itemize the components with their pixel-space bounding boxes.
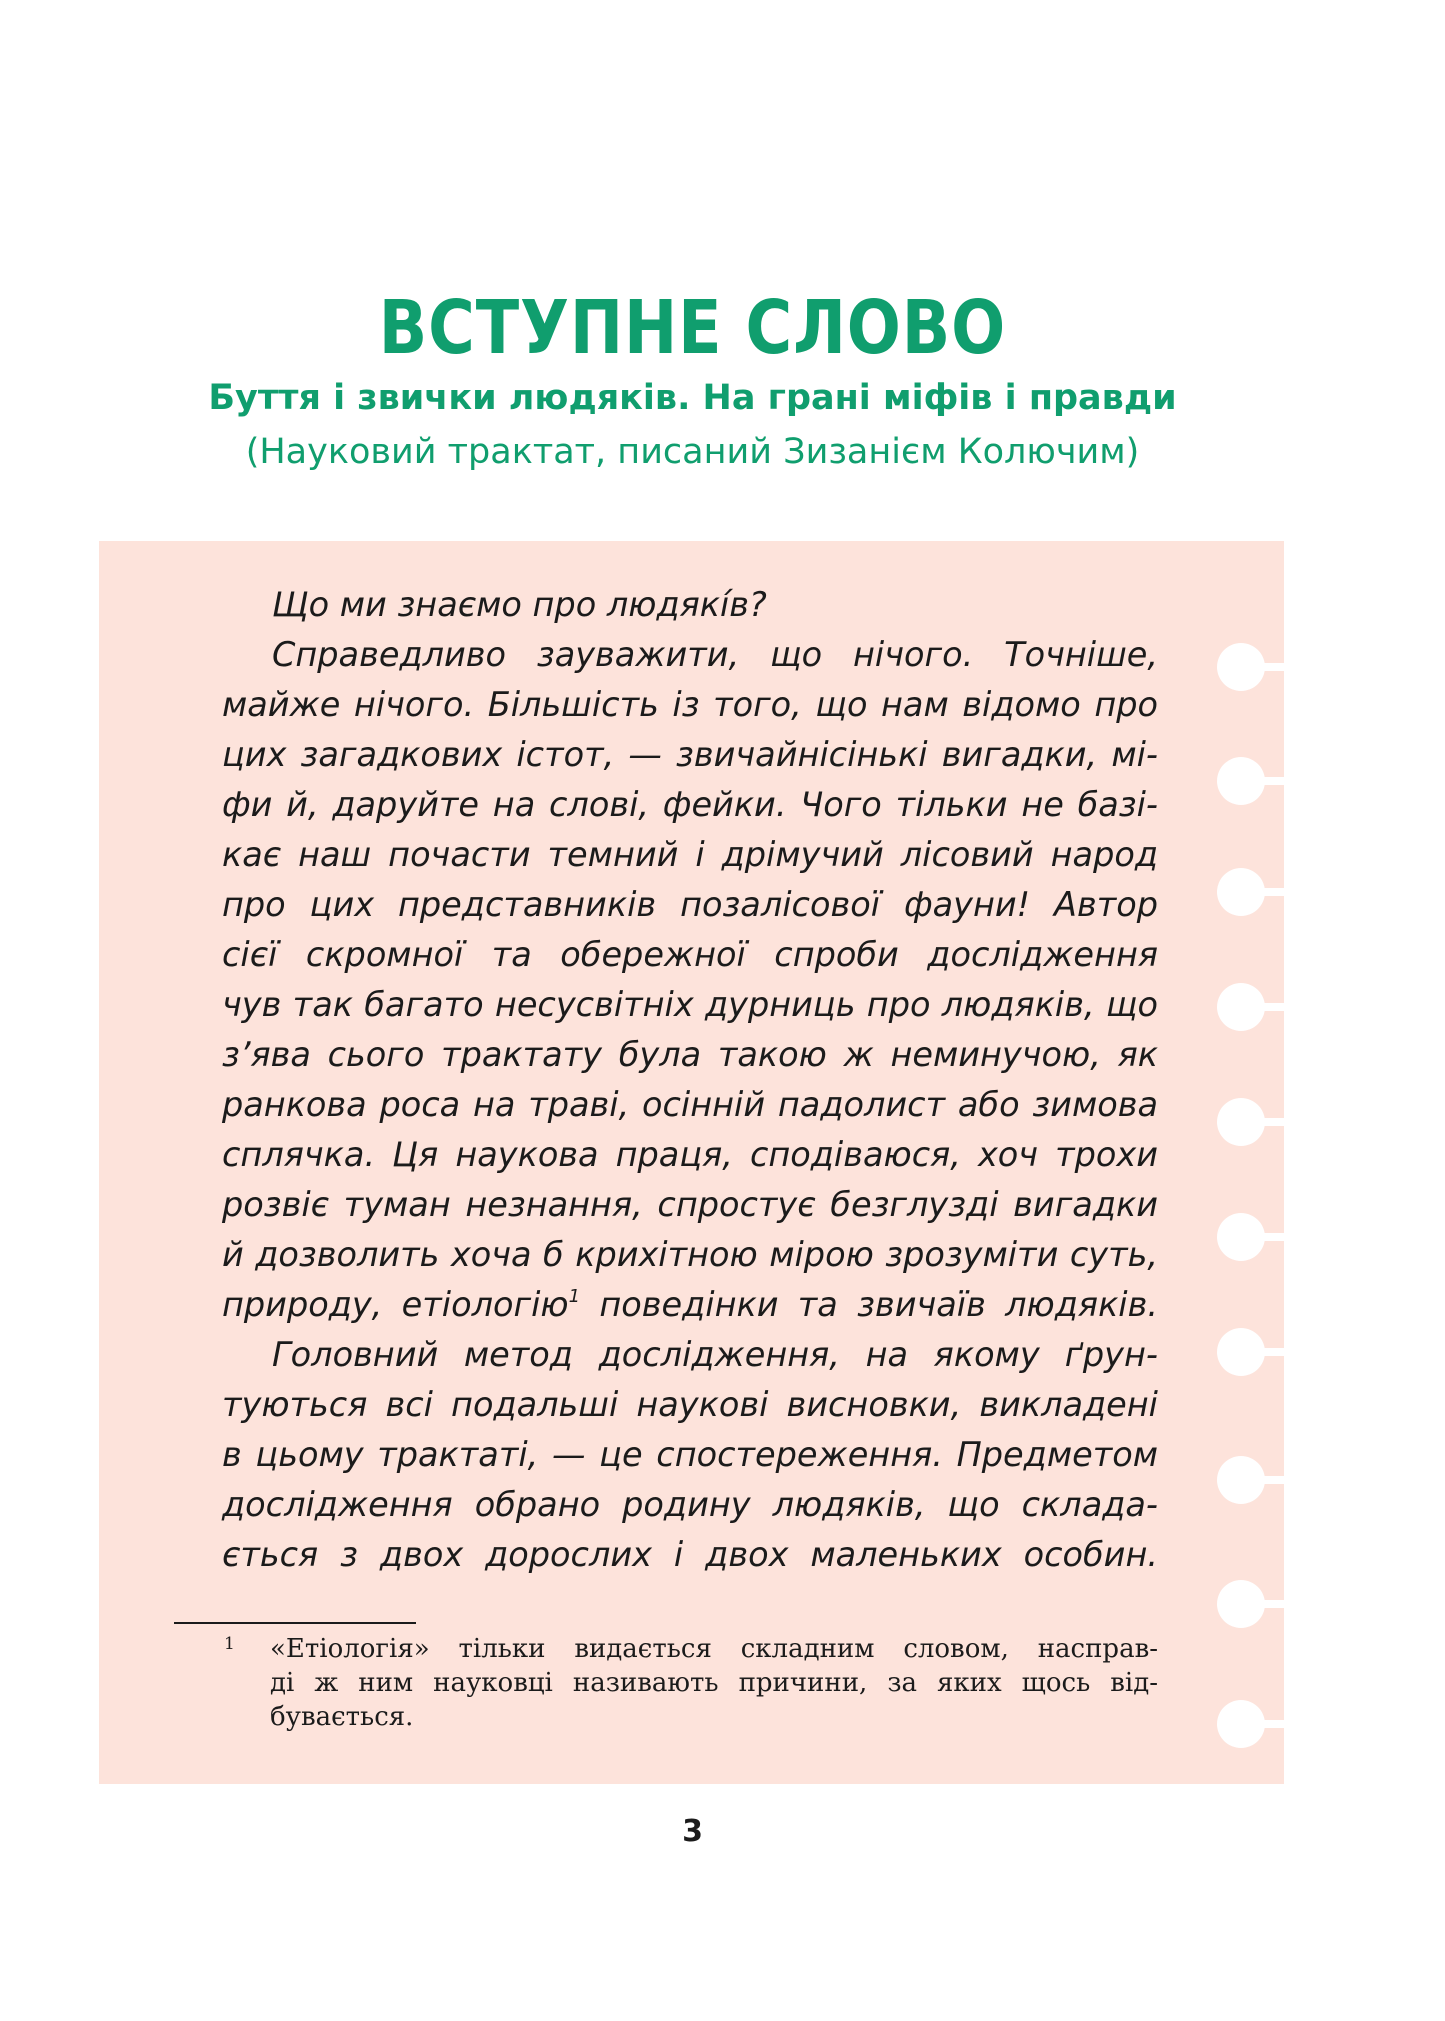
binding-hole-icon (1217, 1328, 1265, 1376)
binding-hole-icon (1217, 643, 1265, 691)
binding-hole-icon (1217, 1098, 1265, 1146)
body-line: фи й, даруйте на слові, фейки. Чого тільки не базі- (222, 785, 1158, 824)
body-line: дослідження обрано родину людяків, що склада- (222, 1485, 1158, 1524)
body-line: сієї скромної та обережної спроби дослідження (222, 935, 1158, 974)
body-line-with-footnote (222, 1280, 1158, 1330)
binding-hole-icon (1217, 1700, 1265, 1748)
body-line: з’ява сього трактату була такою ж неминучою, як (222, 1035, 1158, 1074)
body-line: чув так багато несусвітніх дурниць про людяків, що (222, 985, 1158, 1024)
body-line-part: поведінки та звичаїв людяків. (599, 1285, 1158, 1324)
body-line: туються всі подальші наукові висновки, викладені (222, 1385, 1158, 1424)
footnote-line: бувається. (270, 1702, 414, 1732)
body-line: Що ми знаємо про людякі́в? (272, 585, 767, 624)
body-line: Головний метод дослідження, на якому ґрун- (272, 1335, 1158, 1374)
page-title: ВСТУПНЕ СЛОВО (378, 284, 1007, 371)
body-line: ранкова роса на траві, осінній падолист або зимова (222, 1085, 1158, 1124)
body-line: ється з двох дорослих і двох маленьких особин. (222, 1535, 1158, 1574)
body-line: майже нічого. Більшість із того, що нам відомо про (222, 685, 1158, 724)
binding-hole-icon (1217, 757, 1265, 805)
binding-hole-icon (1217, 1213, 1265, 1261)
body-line: й дозволить хоча б крихітною мірою зрозуміти суть, (222, 1235, 1158, 1274)
body-line: сплячка. Ця наукова праця, сподіваюся, хоч трохи (222, 1135, 1158, 1174)
body-line: про цих представників позалісової фауни! Автор (222, 885, 1158, 924)
binding-hole-icon (1217, 1456, 1265, 1504)
footnote-reference[interactable]: 1 (568, 1286, 581, 1307)
body-line: в цьому трактаті, — це спостереження. Предметом (222, 1435, 1158, 1474)
footnote-line: «Етіологія» тільки видається складним словом, насправ- (270, 1634, 1158, 1664)
body-line: Справедливо зауважити, що нічого. Точніше, (272, 635, 1158, 674)
footnote-line: ді ж ним науковці називають причини, за яких щось від- (270, 1668, 1158, 1698)
footnote-divider (174, 1622, 416, 1624)
body-line: цих загадкових істот, — звичайнісінькі вигадки, мі- (222, 735, 1158, 774)
page-number: 3 (682, 1814, 703, 1849)
footnote-marker: 1 (224, 1634, 235, 1654)
binding-hole-icon (1217, 1580, 1265, 1628)
body-line: розвіє туман незнання, спростує безглузді вигадки (222, 1185, 1158, 1224)
subtitle-line-1: Буття і звички людяків. На грані міфів і правди (208, 378, 1177, 418)
binding-hole-icon (1217, 868, 1265, 916)
body-line: кає наш почасти темний і дрімучий лісовий народ (222, 835, 1158, 874)
body-line-part: природу, етіологію (222, 1285, 569, 1324)
subtitle-line-2: (Науковий трактат, писаний Зизанієм Колючим) (245, 432, 1140, 472)
binding-hole-icon (1217, 983, 1265, 1031)
